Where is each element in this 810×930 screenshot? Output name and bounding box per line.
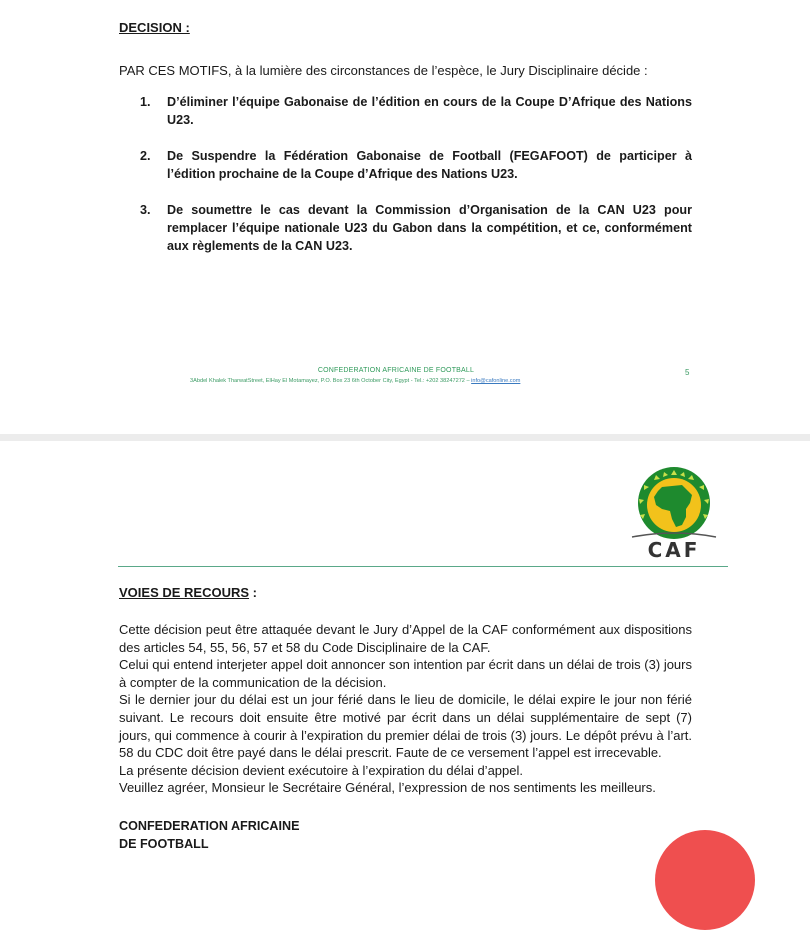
footer-address [190, 378, 520, 384]
decision-intro: PAR CES MOTIFS, à la lumière des circonstances de l’espèce, le Jury Disciplinaire décide : [119, 63, 648, 78]
decision-text: D’éliminer l’équipe Gabonaise de l’édition en cours de la Coupe D’Afrique des Nations U23. [167, 95, 692, 127]
recours-heading-colon: : [249, 585, 257, 600]
recours-paragraph: Celui qui entend interjeter appel doit annoncer son intention par écrit dans un délai de trois (3) jours à compter de la communication de la décision. [119, 657, 692, 690]
page-separator [0, 434, 810, 441]
floating-action-button[interactable] [655, 830, 755, 930]
recours-heading-text: VOIES DE RECOURS [119, 585, 250, 600]
header-rule [118, 566, 728, 567]
decision-list [140, 93, 692, 273]
decision-item [140, 147, 692, 183]
decision-text: De soumettre le cas devant la Commission d’Organisation de la CAN U23 pour remplacer l’équipe nationale U23 du Gabon dans la compétition, et ce, conformément aux règlements de la CAN U23. [167, 203, 692, 253]
decision-item [140, 93, 692, 129]
decision-text: De Suspendre la Fédération Gabonaise de Football (FEGAFOOT) de participer à l’édition prochaine de la Coupe d’Afrique des Nations U23. [167, 149, 692, 181]
recours-paragraph: La présente décision devient exécutoire à l’expiration du délai d’appel. [119, 762, 523, 778]
signature-line-1: CONFEDERATION AFRICAINE [119, 819, 300, 833]
recours-paragraph: Veuillez agréer, Monsieur le Secrétaire Général, l’expression de nos sentiments les meilleurs. [119, 780, 656, 796]
signature-block [119, 817, 300, 853]
signature-line-2: DE FOOTBALL [119, 837, 209, 851]
recours-paragraph: Si le dernier jour du délai est un jour férié dans le lieu de domicile, le délai expire le jour non férié suivant. Le recours doit ensuite être motivé par écrit dans un délai supplémentaire de sept (7) jours, qui commence à courir à l’expiration du premier délai de trois (3) jours. Le dépôt prévu à l’art. 58 du CDC doit être payé dans le délai prescrit. Faute de ce versement l’appel est irrecevable. [119, 692, 692, 761]
footer-email-link[interactable]: info@cafonline.com [471, 378, 521, 384]
footer-org-name: CONFEDERATION AFRICAINE DE FOOTBALL [317, 367, 475, 374]
document-page-5 [0, 0, 810, 434]
page-number: 5 [685, 368, 690, 377]
decision-number: 1. [140, 95, 151, 109]
caf-logo-text: CAF [647, 538, 701, 561]
decision-number: 2. [140, 149, 151, 163]
recours-body [119, 621, 692, 797]
decision-heading: DECISION : [119, 20, 190, 35]
footer-address-text: 3Abdel Khalek TharwatStreet, ElHay El Motamayez, P.O. Box 23 6th October City, Egypt - Tel.: +202 38247272 – [190, 378, 472, 384]
recours-paragraph: Cette décision peut être attaquée devant le Jury d’Appel de la CAF conformément aux dispositions des articles 54, 55, 56, 57 et 58 du Code Disciplinaire de la CAF. [119, 622, 692, 655]
decision-number: 3. [140, 203, 151, 217]
decision-item [140, 201, 692, 255]
recours-heading [119, 585, 257, 600]
caf-logo-icon [626, 465, 722, 561]
